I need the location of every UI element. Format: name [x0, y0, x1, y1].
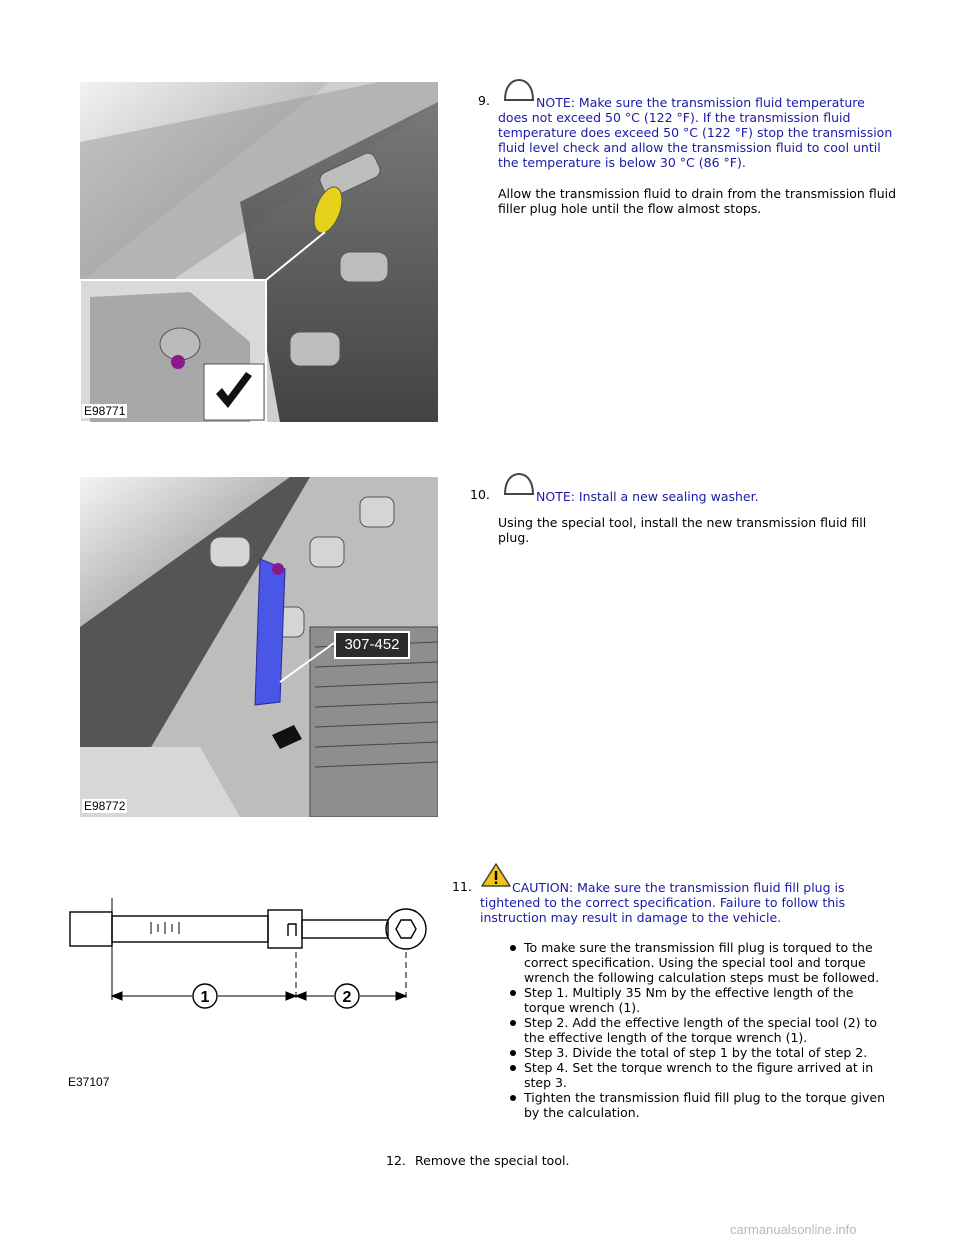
- step-10: [498, 489, 898, 545]
- list-item: Step 1. Multiply 35 Nm by the effective length of the torque wrench (1).: [510, 985, 898, 1015]
- step-number: 11.: [452, 879, 472, 894]
- calculation-list: [510, 940, 898, 1120]
- figure-e98772: [80, 477, 438, 817]
- caution-text: CAUTION: Make sure the transmission fluid fill plug is tightened to the correct specification. Failure to follow this instruction may result in damage to the vehicle.: [480, 880, 846, 925]
- tool-label: 307-452: [334, 631, 410, 659]
- figure-e37107: [66, 890, 438, 1095]
- step-number: 12.: [386, 1153, 406, 1168]
- figure-id: E98771: [84, 404, 126, 418]
- list-item: Step 4. Set the torque wrench to the figure arrived at in step 3.: [510, 1060, 898, 1090]
- list-item: Step 3. Divide the total of step 1 by the total of step 2.: [510, 1045, 898, 1060]
- step-9: [498, 95, 898, 216]
- step-number: 10.: [470, 487, 490, 502]
- step-text: Using the special tool, install the new transmission fluid fill plug.: [498, 515, 867, 545]
- watermark: carmanualsonline.info: [730, 1222, 857, 1237]
- step-11: [480, 880, 898, 1120]
- figure-id: E37107: [68, 1075, 110, 1089]
- list-item: Tighten the transmission fluid fill plug to the torque given by the calculation.: [510, 1090, 898, 1120]
- callout-2: 2: [342, 989, 352, 1006]
- step-number: 9.: [478, 93, 490, 108]
- note-text: NOTE: Install a new sealing washer.: [536, 489, 759, 504]
- list-item: To make sure the transmission fill plug is torqued to the correct specification. Using the special tool and torque wrench the following calculation steps must be followed.: [510, 940, 898, 985]
- note-text: NOTE: Make sure the transmission fluid temperature does not exceed 50 °C (122 °F). If the transmission fluid temperature does exceed 50 °C (122 °F) stop the transmission fluid level check and allow the transmission fluid to cool until the temperature is below 30 °C (86 °F).: [498, 95, 893, 170]
- figure-id: E98772: [84, 799, 126, 813]
- step-text: Remove the special tool.: [415, 1153, 570, 1168]
- list-item: Step 2. Add the effective length of the special tool (2) to the effective length of the torque wrench (1).: [510, 1015, 898, 1045]
- step-text: Allow the transmission fluid to drain from the transmission fluid filler plug hole until the flow almost stops.: [498, 186, 897, 216]
- figure-e98771: [80, 82, 438, 422]
- callout-1: 1: [200, 989, 210, 1006]
